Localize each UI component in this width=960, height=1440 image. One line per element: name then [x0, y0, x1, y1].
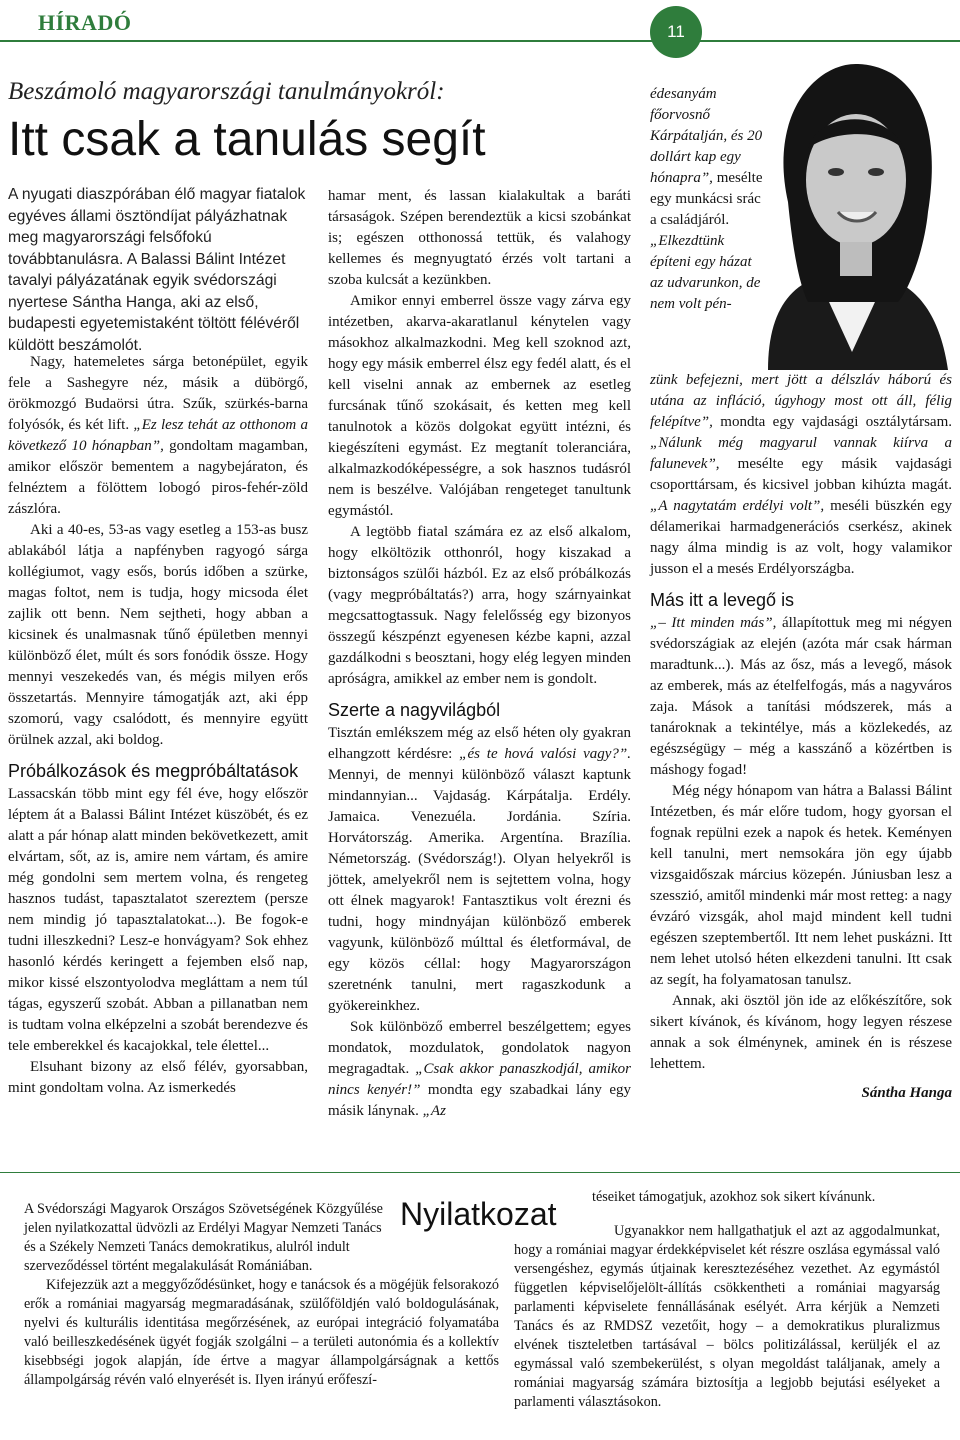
section-divider [0, 1172, 960, 1173]
paragraph: A legtöbb fiatal számára ez az első alkalom, hogy elköltözik otthonról, hogy kiszakad a biztonságos szülői házból. Ez az első próbálkozás (vagy megpróbáltatás?) arra, hogy szárnyainkat megcsattogtassuk. Nagy felelősség egy bizonyos összegű készpénzt egyenesen kézbe kapni, azzal gazdálkodni s beosztani, hogy elég legyen minden apróságra, amikkel az ember nem is gondolt. [328, 524, 631, 687]
paragraph: A Svédországi Magyarok Országos Szövetségének Közgyűlése jelen nyilatkozattal üdvözli az Erdélyi Magyar Nemzeti Tanács és a Székely Nemzeti Tanács demokratikus, alulról indult szerveződéssel történt megalakulását Romániában. [24, 1201, 383, 1274]
wrapped-text: édesanyám főorvosnő Kárpátalján, és 20 dollárt kap egy hónapra”, mesélte egy munkácsi srác a családjáról. „Elkezdtünk építeni egy házat az udvarunkon, de nem volt pén- [650, 86, 763, 312]
paragraph: téseiket támogatjuk, azokhoz sok sikert kívánunk. [592, 1189, 876, 1205]
declaration-left-column [24, 1276, 499, 1390]
article-kicker: Beszámoló magyarországi tanulmányokról: [8, 78, 445, 105]
paragraph: Annak, aki ösztöl jön ide az előkészítőre, sok sikert kívánok, és kívánom, hogy legyen részese annak a sok élménynek, aminek én is részese lehettem. [650, 993, 952, 1072]
paragraph: zünk befejezni, mert jött a délszláv háború és utána az infláció, úgyhogy most ott áll, félig felépítve”, mondta egy vajdasági osztálytársam. „Nálunk még magyarul vannak kiírva a falunevek”, mesélte egy másik vajdasági csoporttársam, és kicsivel jobban kihúzta magát. „A nagytatám erdélyi volt”, meséli büszkén egy délamerikai harmadgenerációs cserkész, akinek nagy álma mindig is az volt, hogy valamikor jusson el a mesés Erdélyországba. [650, 372, 953, 577]
paragraph: Nagy, hatemeletes sárga betonépület, egyik fele a Sashegyre néz, másik a dübörgő, örökmozgó Budaörsi útra. Szűk, szürkés-barna folyósók, és két lift. „Ez lesz tehát az otthonom a következő 10 hónapban”, gondoltam magamban, amikor először bementem a nagybejáraton, és felnéztem a fölöttem lobogó piros-fehér-zöld zászlóra. [8, 354, 309, 517]
declaration-title: Nyilatkozat [400, 1196, 557, 1232]
article-lead: A nyugati diaszpórában élő magyar fiatalok egyéves állami ösztöndíjat pályázhatnak meg magyarországi felsőfokú továbbtanulásra. A Balassi Bálint Intézet tavalyi pályázatának egyik svédországi nyertese Sántha Hanga, aki az első, budapesti egyetemistaként töltött félévéről küldött beszámolót. [8, 186, 306, 354]
header-rule [0, 40, 960, 42]
paragraph: Sok különböző emberrel beszélgettem; egyes mondatok, mozdulatok, gondolatok nagyon megragadtak. „Csak akkor panaszkodjál, amikor nincs kenyér!” mondta egy szabadkai lány egy másik lánynak. „Az [328, 1019, 631, 1119]
section-heading: Szerte a nagyvilágból [328, 700, 501, 720]
paragraph: Amikor ennyi emberrel össze vagy zárva egy intézetben, akarva-akaratlanul kénytelen vagy másokhoz alkalmazkodni. Meg kell szoknod azt, hogy egy másik emberrel élsz egy fedél alatt, és el kell viselni annak az embernek az esetleg furcsának tűnő szokásait, és ketten meg kell tanulnotok a közös dolgokat együtt intézni, és kiegészíteni egymást. Ez megtanít toleranciára, alkalmazkodóképességre, a sok hasznos tudásról nem is beszélve. Valójában rengeteget tanultunk egymástól. [328, 293, 631, 519]
paragraph: Aki a 40-es, 53-as vagy esetleg a 153-as busz ablakából látja a napfényben ragyogó sárga kollégiumot, vagy esős, borús időben a szürke, magas foltot, nem is tudja, hogy micsoda élet zajlik ott benn. Nem sejtheti, hogy abban a kicsinek és unalmasnak tűnő épületben mennyi különböző élet, múlt és sors fonódik össze. Hogy mennyi veszekedés van, és mégis milyen erős összetartás. Mennyire támogatják azt, aki épp szomorú, vagy csalódott, és mennyire együtt örülnek azzal, aki boldog. [8, 522, 308, 748]
article-column-1 [8, 352, 308, 1099]
paragraph: Lassacskán több mint egy fél éve, hogy először léptem át a Balassi Bálint Intézet küszöbét, és ez alatt a pár hónap alatt minden bekövetkezett, amit elvártam, sőt, az is, amire nem vártam, és amire még gondolni sem mertem volna, és rengeteg hasznos tudást, tapasztalatot szereztem (persze nem mindig jó tapasztalatokat...). Be fogok-e tudni illeszkedni? Lesz-e honvágyam? Sok ehhez hasonló kérdés keringett a fejemben első nap, mikor kissé elszontyolodva megláttam a nem túl tágas, egyszerű szobát. Abban a pillanatban nem is tudtam volna elképzelni a szobát berendezve és tele emberekkel és kacajokkal, tele élettel... [8, 786, 308, 1054]
paragraph: Ugyanakkor nem hallgathatjuk el azt az aggodalmunkat, hogy a romániai magyar érdekképviselet két részre oszlása egymással való versengéshez, egymás útjainak keresztezéséhez vezethet. Az egymástól független képviselőjelölt-állítás csökkentheti a romániai magyarság parlamenti képviselete fennállásának esélyét. Arra kérjük a Nemzeti Tanács és az RMDSZ vezetőit, hogy – a demokratikus pluralizmus elvének tiszteletben tartásával – bölcs politizálással, kerüljék el az egymással való szembekerülést, s olyan megoldást találjanak, amely a romániai magyarság számára biztosítja a legjobb bejutási esélyeket a parlamenti választásokon. [514, 1223, 940, 1410]
paragraph: Tisztán emlékszem még az első héten oly gyakran elhangzott kérdésre: „és te hová valósi vagy?”. Mennyi, de mennyi különböző választ kaptunk mindannyian... Vajdaság. Kárpátalja. Erdély. Jamaica. Venezuéla. Jordánia. Szíria. Horvátország. Amerika. Argentína. Brazília. Németország. (Svédország!). Olyan helyekről is jöttek, amelyekről nem is sejtettem volna, hogy ott élnek magyarok! Fantasztikus volt érezni és tudni, hogy mindnyájan különböző emberek vagyunk, különböző múlttal és életformával, de egy közös céllal: hogy Magyarországon szeretnénk tanulni, mert ragaszkodunk a gyökereinkhez. [328, 725, 631, 1014]
declaration-right-top [592, 1188, 940, 1207]
paragraph: Elsuhant bizony az első félév, gyorsabban, mint gondoltam volna. Az ismerkedés [8, 1059, 308, 1096]
paragraph: Még négy hónapom van hátra a Balassi Bálint Intézetben, és már előre tudom, hogy gyorsan el fognak repülni ezek a napok és hetek. Keményen kell tanulni, mert nemsokára jön egy újabb vizsgaidőszak március közepén. Júniusban lesz a szesszió, amitől mindenki már most retteg: a nagy évzáró vizsgák, ahol majd mindent kell tudni egészen szeptembertől. Itt nem lehet puskázni. Itt nem lehet utolsó héten elkezdeni tanulni. Itt csak az segít, ha folyamatosan tanulsz. [650, 783, 952, 988]
author-signature: Sántha Hanga [861, 1085, 952, 1101]
article-title: Itt csak a tanulás segít [8, 113, 486, 166]
declaration-right-column [514, 1222, 940, 1412]
section-heading: Más itt a levegő is [650, 590, 795, 610]
page-number-badge: 11 [650, 6, 702, 58]
publication-name: HÍRADÓ [38, 10, 132, 35]
paragraph: „– Itt minden más”, állapítottuk meg mi négyen svédországiak az elején (azóta már csak hárman maradtunk...). Más az ősz, más a levegő, mások az emberek, más az ételfelfogás, más a nagyváros zaja. Mások a tanítási módszerek, más a tanároknak a tekintélye, más a közlekedés, az egészségügy – még a kasszánő a közértben is máshogy fogad! [650, 615, 953, 778]
article-column-3 [650, 84, 952, 1104]
declaration-intro [24, 1200, 384, 1276]
article-column-2 [328, 186, 631, 1122]
paragraph: Kifejezzük azt a meggyőződésünket, hogy e tanácsok és a mögéjük felsorakozó erők a romániai magyarság megmaradásának, szülőföldjén való boldogulásának, nyelvi és kulturális identitása megőrzésének, az európai integráció folyamatába való beilleszkedésének ügyét fogják szolgálni – a területi autonómia és a kollektív kisebbségi jogok alapján, íde értve a magyar állampolgárságnak a kettős állampolgárság révén való elnyerését is. Ilyen irányú erőfeszí- [24, 1277, 499, 1388]
section-heading: Próbálkozások és megpróbáltatások [8, 761, 299, 781]
paragraph: hamar ment, és lassan kialakultak a baráti társaságok. Szépen berendeztük a kicsi szobánkat is; egészen otthonossá tettük, és valahogy kellemes és megnyugtató érzés volt tartani a szoba kulcsát a kezünkben. [328, 188, 631, 288]
